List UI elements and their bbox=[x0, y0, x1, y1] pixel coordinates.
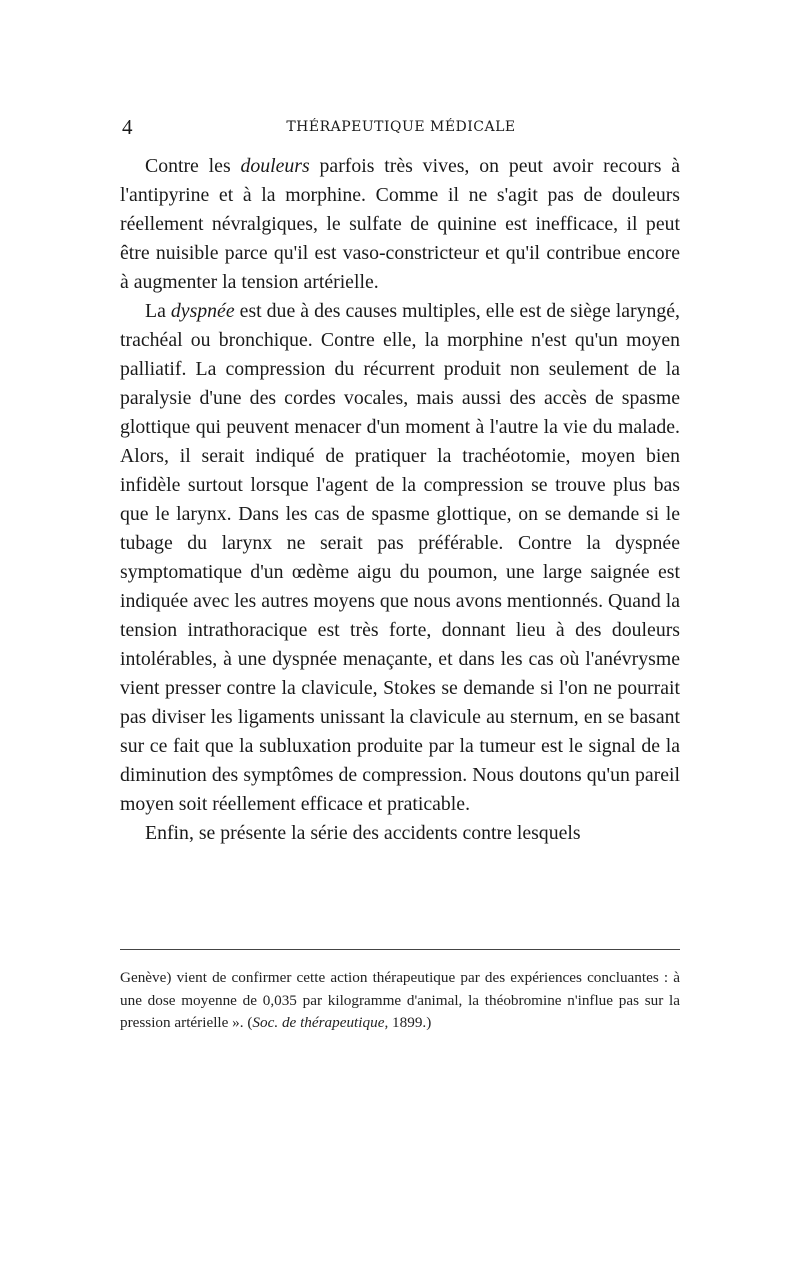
page-number: 4 bbox=[122, 115, 133, 139]
footnote-text: Genève) vient de confirmer cette action thérapeutique par des expériences concluantes : à une dose moyenne de 0,035 par kilogramme d'animal, la théobromine n'influe pas sur la pression artérielle ». (Soc. de thérapeutique, 1899.) bbox=[120, 969, 680, 1031]
footnote-source: Soc. de thérapeutique bbox=[252, 1014, 385, 1031]
running-title: THÉRAPEUTIQUE MÉDICALE bbox=[286, 119, 516, 135]
page-header bbox=[122, 115, 680, 141]
footnote-divider bbox=[120, 949, 680, 950]
term-douleurs: douleurs bbox=[240, 155, 310, 177]
footnote bbox=[120, 967, 680, 1035]
term-dyspnee: dyspnée bbox=[170, 300, 235, 322]
paragraph-douleurs: Contre les douleurs parfois très vives, on peut avoir recours à l'antipyrine et à la morphine. Comme il ne s'agit pas de douleurs réellement névralgiques, le sulfate de quinine est inefficace, il peut être nuisible parce qu'il est vaso-constricteur et qu'il contribue encore à augmenter la tension artérielle. bbox=[120, 155, 680, 293]
paragraph-dyspnee: La dyspnée est due à des causes multiples, elle est de siège laryngé, trachéal ou bronchique. Contre elle, la morphine n'est qu'un moyen palliatif. La compression du récurrent produit non seulement de la paralysie d'une des cordes vocales, mais aussi des accès de spasme glottique qui peuvent menacer d'un moment à l'autre la vie du malade. Alors, il serait indiqué de pratiquer la trachéotomie, moyen bien infidèle surtout lorsque l'agent de la compression se trouve plus bas que le larynx. Dans les cas de spasme glottique, on se demande si le tubage du larynx ne serait pas préférable. Contre la dyspnée symptomatique d'un œdème aigu du poumon, une large saignée est indiquée avec les autres moyens que nous avons mentionnés. Quand la tension intrathoracique est très forte, donnant lieu à des douleurs intolérables, à une dyspnée menaçante, et dans les cas où l'anévrysme vient presser contre la clavicule, Stokes se demande si l'on ne pourrait pas diviser les ligaments unissant la clavicule au sternum, en se basant sur ce fait que la subluxation produite par la tumeur est le signal de la diminution des symptômes de compression. Nous doutons qu'un pareil moyen soit réellement efficace et praticable. bbox=[120, 300, 680, 815]
body-text bbox=[120, 152, 680, 848]
paragraph-enfin: Enfin, se présente la série des accidents contre lesquels bbox=[145, 822, 581, 844]
